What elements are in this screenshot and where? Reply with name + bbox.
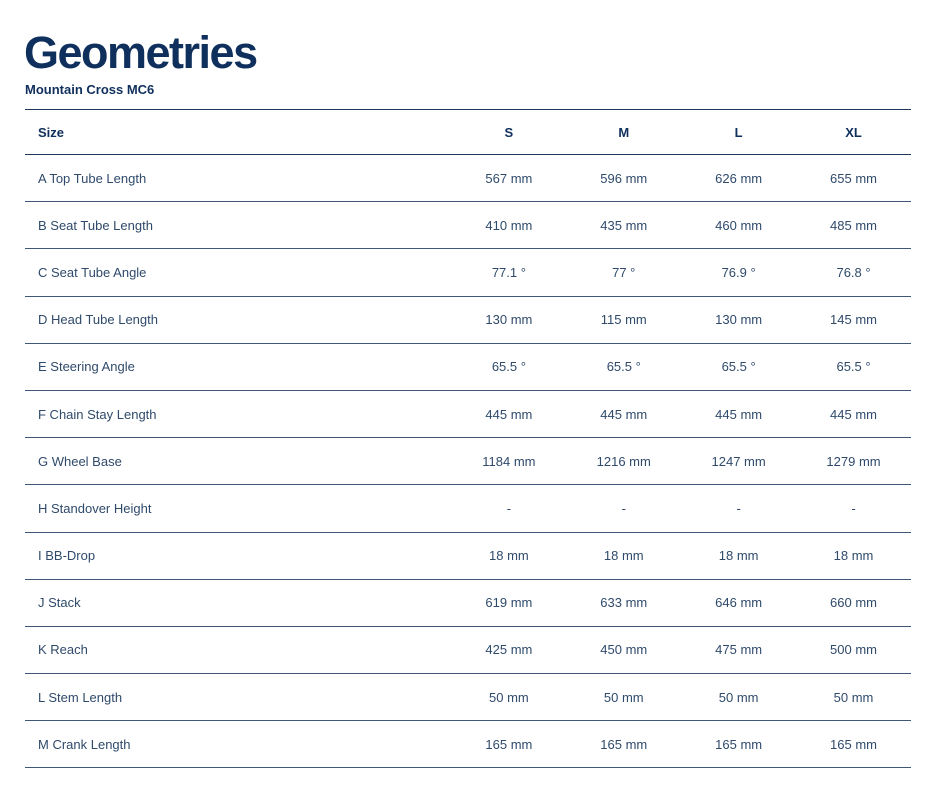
table-cell: - [796, 485, 911, 532]
table-row [25, 721, 911, 768]
table-row [25, 249, 911, 296]
table-cell: 18 mm [451, 532, 566, 579]
table-cell: 50 mm [796, 674, 911, 721]
row-label: K Reach [25, 626, 451, 673]
table-cell: 445 mm [451, 390, 566, 437]
table-cell: 445 mm [681, 390, 796, 437]
row-label: F Chain Stay Length [25, 390, 451, 437]
table-cell: 115 mm [566, 296, 681, 343]
table-cell: 596 mm [566, 155, 681, 202]
table-cell: 18 mm [796, 532, 911, 579]
table-row [25, 155, 911, 202]
table-cell: 485 mm [796, 202, 911, 249]
table-cell: 626 mm [681, 155, 796, 202]
row-label: D Head Tube Length [25, 296, 451, 343]
table-row [25, 674, 911, 721]
table-row [25, 579, 911, 626]
table-cell: - [451, 485, 566, 532]
column-header-s: S [451, 110, 566, 155]
table-cell: 145 mm [796, 296, 911, 343]
row-label: M Crank Length [25, 721, 451, 768]
table-cell: 1216 mm [566, 438, 681, 485]
table-cell: 425 mm [451, 626, 566, 673]
table-cell: 165 mm [451, 721, 566, 768]
table-row [25, 343, 911, 390]
table-cell: 435 mm [566, 202, 681, 249]
table-cell: 50 mm [681, 674, 796, 721]
table-header-row [25, 110, 911, 155]
row-label: J Stack [25, 579, 451, 626]
table-cell: 460 mm [681, 202, 796, 249]
row-label: C Seat Tube Angle [25, 249, 451, 296]
table-cell: 18 mm [566, 532, 681, 579]
row-label: A Top Tube Length [25, 155, 451, 202]
row-label: H Standover Height [25, 485, 451, 532]
table-cell: 646 mm [681, 579, 796, 626]
column-header-m: M [566, 110, 681, 155]
row-label: E Steering Angle [25, 343, 451, 390]
table-cell: 660 mm [796, 579, 911, 626]
table-cell: 77 ° [566, 249, 681, 296]
column-header-xl: XL [796, 110, 911, 155]
column-header-size: Size [25, 110, 451, 155]
table-cell: 76.9 ° [681, 249, 796, 296]
table-row [25, 296, 911, 343]
page-title: Geometries [24, 27, 257, 78]
page-subtitle: Mountain Cross MC6 [25, 82, 155, 97]
row-label: B Seat Tube Length [25, 202, 451, 249]
table-cell: 500 mm [796, 626, 911, 673]
row-label: G Wheel Base [25, 438, 451, 485]
table-cell: 130 mm [681, 296, 796, 343]
table-cell: 1247 mm [681, 438, 796, 485]
table-row [25, 532, 911, 579]
table-cell: 450 mm [566, 626, 681, 673]
table-cell: 165 mm [566, 721, 681, 768]
table-row [25, 438, 911, 485]
table-cell: 619 mm [451, 579, 566, 626]
table-cell: 130 mm [451, 296, 566, 343]
table-row [25, 626, 911, 673]
table-cell: 445 mm [566, 390, 681, 437]
table-cell: 1279 mm [796, 438, 911, 485]
table-cell: 165 mm [681, 721, 796, 768]
table-cell: 165 mm [796, 721, 911, 768]
table-row [25, 390, 911, 437]
table-cell: 475 mm [681, 626, 796, 673]
table-cell: 445 mm [796, 390, 911, 437]
column-header-l: L [681, 110, 796, 155]
table-cell: - [681, 485, 796, 532]
table-row [25, 485, 911, 532]
table-cell: 77.1 ° [451, 249, 566, 296]
table-cell: 50 mm [451, 674, 566, 721]
table-cell: - [566, 485, 681, 532]
table-cell: 65.5 ° [566, 343, 681, 390]
table-cell: 65.5 ° [451, 343, 566, 390]
row-label: I BB-Drop [25, 532, 451, 579]
table-cell: 18 mm [681, 532, 796, 579]
table-row [25, 202, 911, 249]
geometry-table [25, 109, 911, 768]
table-cell: 50 mm [566, 674, 681, 721]
table-cell: 1184 mm [451, 438, 566, 485]
row-label: L Stem Length [25, 674, 451, 721]
table-cell: 633 mm [566, 579, 681, 626]
table-cell: 410 mm [451, 202, 566, 249]
table-cell: 655 mm [796, 155, 911, 202]
table-cell: 65.5 ° [796, 343, 911, 390]
table-cell: 76.8 ° [796, 249, 911, 296]
table-cell: 567 mm [451, 155, 566, 202]
table-cell: 65.5 ° [681, 343, 796, 390]
